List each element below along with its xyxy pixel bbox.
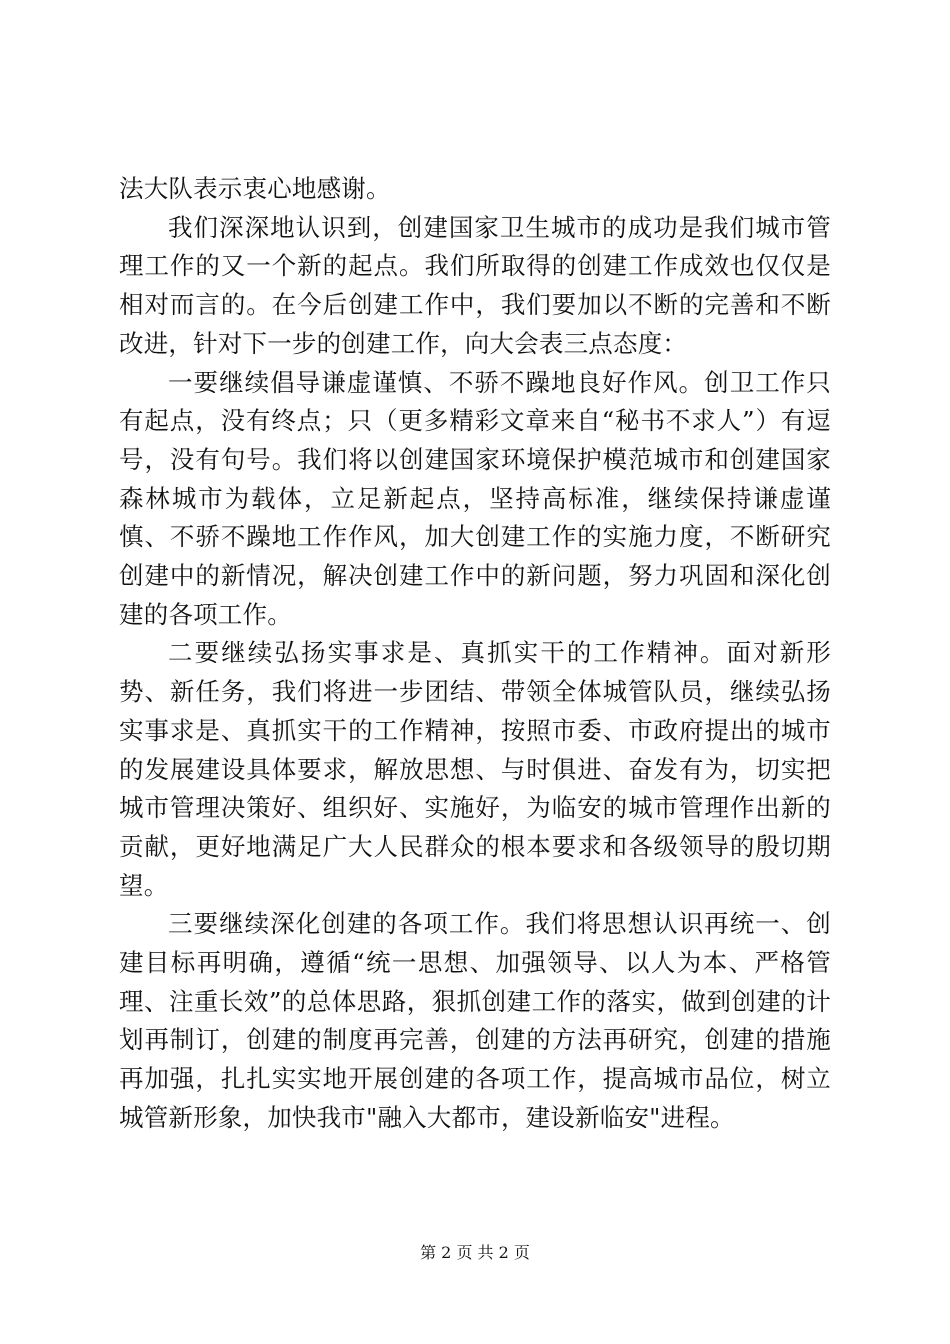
paragraph-point-one: 一要继续倡导谦虚谨慎、不骄不躁地良好作风。创卫工作只有起点，没有终点；只（更多精彩文章来自“秘书不求人”）有逗号，没有句号。我们将以创建国家环境保护模范城市和创建国家森林城市为载体，立足新起点，坚持高标准，继续保持谦虚谨慎、不骄不躁地工作作风，加大创建工作的实施力度，不断研究创建中的新情况，解决创建工作中的新问题，努力巩固和深化创建的各项工作。 xyxy=(119,367,831,629)
paragraph-intro: 我们深深地认识到，创建国家卫生城市的成功是我们城市管理工作的又一个新的起点。我们所取得的创建工作成效也仅仅是相对而言的。在今后创建工作中，我们要加以不断的完善和不断改进，针对下一步的创建工作，向大会表三点态度： xyxy=(119,212,831,358)
document-body xyxy=(119,170,831,1138)
paragraph-continuation: 法大队表示衷心地感谢。 xyxy=(119,174,391,203)
paragraph-point-two: 二要继续弘扬实事求是、真抓实干的工作精神。面对新形势、新任务，我们将进一步团结、带领全体城管队员，继续弘扬实事求是、真抓实干的工作精神，按照市委、市政府提出的城市的发展建设具体要求，解放思想、与时俱进、奋发有为，切实把城市管理决策好、组织好、实施好，为临安的城市管理作出新的贡献，更好地满足广大人民群众的根本要求和各级领导的殷切期望。 xyxy=(119,638,831,900)
page-number-label: 第 2 页 共 2 页 xyxy=(420,1243,530,1262)
paragraph-point-three: 三要继续深化创建的各项工作。我们将思想认识再统一、创建目标再明确，遵循“统一思想、加强领导、以人为本、严格管理、注重长效”的总体思路，狠抓创建工作的落实，做到创建的计划再制订，创建的制度再完善，创建的方法再研究，创建的措施再加强，扎扎实实地开展创建的各项工作，提高城市品位，树立城管新形象，加快我市"融入大都市，建设新临安"进程。 xyxy=(119,909,831,1132)
page-footer xyxy=(0,1243,950,1263)
